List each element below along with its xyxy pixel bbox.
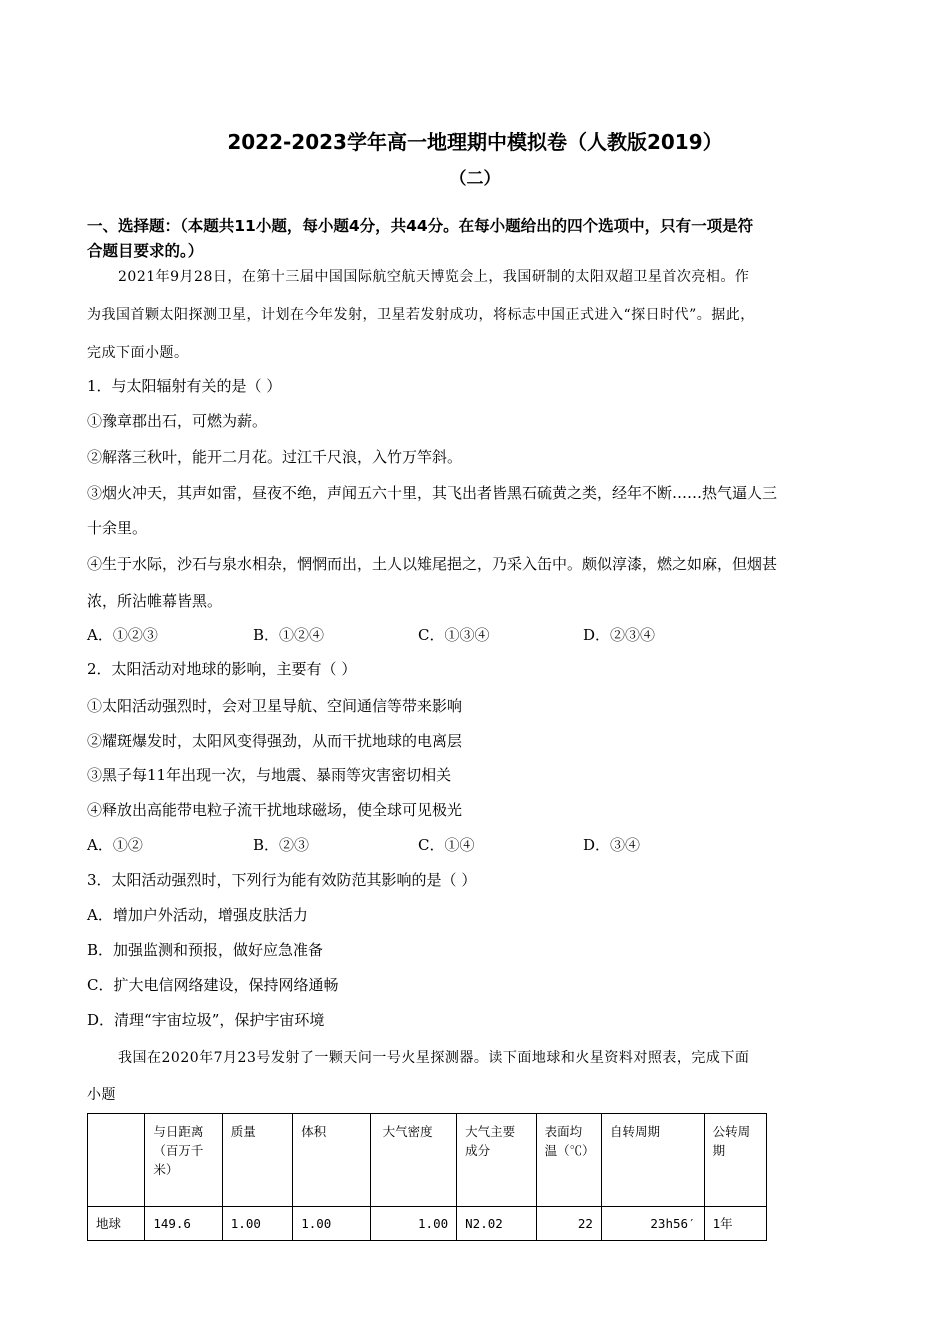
q2-option-d: D．③④ <box>583 836 641 854</box>
q1-stem: 1．与太阳辐射有关的是（ ） <box>87 377 282 395</box>
q2-item4: ④释放出高能带电粒子流干扰地球磁场，使全球可见极光 <box>87 801 463 819</box>
q1-option-b: B．①②④ <box>253 626 325 644</box>
header-rotation: 自转周期 <box>601 1114 704 1207</box>
cell-earth-temperature: 22 <box>536 1207 601 1241</box>
passage2-line1: 我国在2020年7月23号发射了一颗天问一号火星探测器。读下面地球和火星资料对照表，完成下面 <box>118 1050 750 1066</box>
section-heading-line2: 合题目要求的。） <box>87 242 204 260</box>
q1-item4-line1: ④生于水际，沙石与泉水相杂，惘惘而出，土人以雉尾挹之，乃采入缶中。颇似淳漆，燃之如麻，但烟甚 <box>87 555 778 573</box>
q1-item1: ①豫章郡出石，可燃为薪。 <box>87 412 268 430</box>
q1-item4-line2: 浓，所沾帷幕皆黑。 <box>87 592 223 610</box>
passage1-line3: 完成下面小题。 <box>87 345 189 361</box>
header-blank <box>88 1114 145 1207</box>
q1-option-d: D．②③④ <box>583 626 656 644</box>
header-atmosphere: 大气主要成分 <box>457 1114 536 1207</box>
cell-earth-mass: 1.00 <box>222 1207 292 1241</box>
planet-comparison-table <box>87 1113 767 1241</box>
q2-item2: ②耀斑爆发时，太阳风变得强劲，从而干扰地球的电离层 <box>87 732 463 750</box>
passage1-line2: 为我国首颗太阳探测卫星，计划在今年发射，卫星若发射成功，将标志中国正式进入“探日时代”。据此， <box>87 307 755 323</box>
q3-option-c: C．扩大电信网络建设，保持网络通畅 <box>87 976 339 994</box>
page-title: 2022-2023学年高一地理期中模拟卷（人教版2019） <box>227 130 723 154</box>
cell-earth-atmosphere: N2.02 <box>457 1207 536 1241</box>
section-heading <box>87 214 867 264</box>
cell-earth-volume: 1.00 <box>293 1207 370 1241</box>
page-subtitle: （二） <box>449 169 501 189</box>
cell-earth-rotation: 23h56′ <box>601 1207 704 1241</box>
cell-earth-density: 1.00 <box>370 1207 457 1241</box>
q3-option-a: A．增加户外活动，增强皮肤活力 <box>87 906 308 924</box>
q1-item3-line2: 十余里。 <box>87 519 148 537</box>
q2-option-c: C．①④ <box>418 836 475 854</box>
header-temperature: 表面均温（℃） <box>536 1114 601 1207</box>
q3-option-d: D．清理“宇宙垃圾”，保护宇宙环境 <box>87 1011 325 1029</box>
q2-stem: 2．太阳活动对地球的影响，主要有（ ） <box>87 660 357 678</box>
q2-item3: ③黑子每11年出现一次，与地震、暴雨等灾害密切相关 <box>87 766 452 784</box>
q1-item3-line1: ③烟火冲天，其声如雷，昼夜不绝，声闻五六十里，其飞出者皆黑石硫黄之类，经年不断……热气逼人三 <box>87 484 778 502</box>
q2-option-a: A．①② <box>87 836 143 854</box>
header-volume: 体积 <box>293 1114 370 1207</box>
passage1-line1: 2021年9月28日，在第十三届中国国际航空航天博览会上，我国研制的太阳双超卫星首次亮相。作 <box>118 269 750 285</box>
q1-option-c: C．①③④ <box>418 626 490 644</box>
q1-option-a: A．①②③ <box>87 626 158 644</box>
q1-item2: ②解落三秋叶，能开二月花。过江千尺浪，入竹万竿斜。 <box>87 448 463 466</box>
header-revolution: 公转周期 <box>704 1114 766 1207</box>
header-density: 大气密度 <box>370 1114 457 1207</box>
section-heading-line1: 一、选择题：（本题共11小题，每小题4分，共44分。在每小题给出的四个选项中，只有一项是符 <box>87 217 754 235</box>
cell-earth-revolution: 1年 <box>704 1207 766 1241</box>
table-row <box>88 1207 767 1241</box>
cell-earth-name: 地球 <box>88 1207 145 1241</box>
q3-stem: 3．太阳活动强烈时，下列行为能有效防范其影响的是（ ） <box>87 871 477 889</box>
passage2-line2: 小题 <box>87 1087 116 1103</box>
cell-earth-distance: 149.6 <box>145 1207 222 1241</box>
header-distance: 与日距离（百万千米） <box>145 1114 222 1207</box>
q2-item1: ①太阳活动强烈时，会对卫星导航、空间通信等带来影响 <box>87 697 463 715</box>
q2-option-b: B．②③ <box>253 836 310 854</box>
header-mass: 质量 <box>222 1114 292 1207</box>
q3-option-b: B．加强监测和预报，做好应急准备 <box>87 941 324 959</box>
table-header-row <box>88 1114 767 1207</box>
